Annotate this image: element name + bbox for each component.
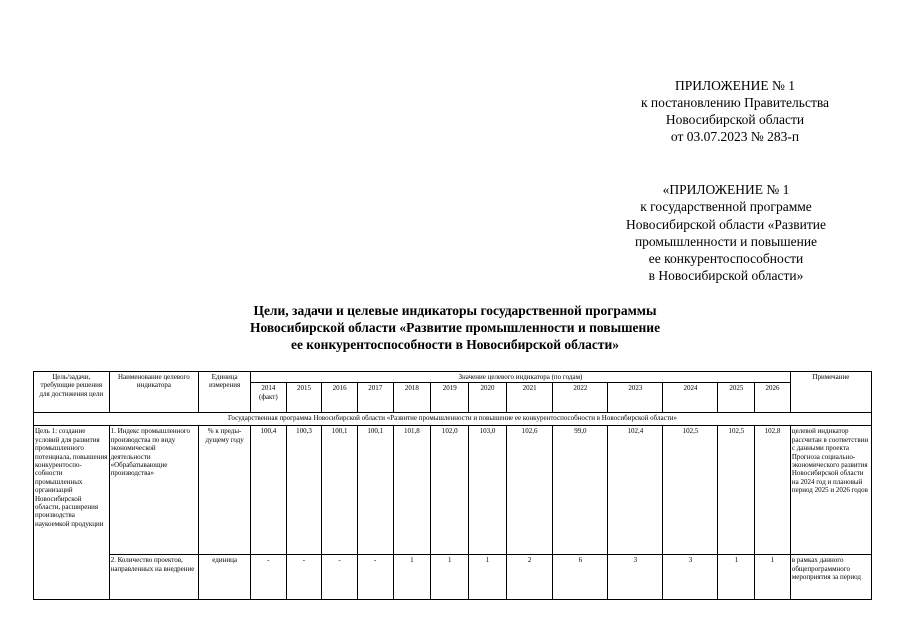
appendix1-line1: ПРИЛОЖЕНИЕ № 1	[674, 78, 796, 93]
indicators-table	[33, 371, 872, 600]
goal-1: Цель 1: создание условий для развития промышленного потенциала, повышения конкурентоспо-собности промышленных организаций Новосибирской области, расширения производства наукоемкой продукции	[34, 426, 110, 600]
value-cell: 1	[718, 555, 755, 600]
header-note: Примечание	[790, 372, 871, 413]
value-cell: 100,3	[286, 426, 322, 555]
year-cell: 2017	[357, 383, 393, 413]
appendix2-line1: «ПРИЛОЖЕНИЕ № 1	[662, 182, 790, 197]
appendix1-line3: Новосибирской области	[665, 112, 805, 127]
appendix2-line2: к государственной программе	[640, 199, 812, 215]
appendix-resolution-header	[600, 77, 870, 145]
year-cell: 2018	[393, 383, 431, 413]
indicator-note: в рамках данного общепрограммного мероприятия за период	[790, 555, 871, 600]
indicator-name: 2. Количество проектов, направленных на внедрение	[109, 555, 199, 600]
value-cell: -	[357, 555, 393, 600]
value-cell: 102,5	[718, 426, 755, 555]
header-indicator: Наименование целевого индикатора	[109, 372, 199, 413]
appendix2-line5: ее конкурентоспособности	[648, 251, 804, 267]
title-line3: ее конкурентоспособности в Новосибирской области»	[290, 337, 620, 352]
year-cell: 2025	[718, 383, 755, 413]
value-cell: 1	[469, 555, 507, 600]
indicator-unit: единица	[199, 555, 251, 600]
program-name: Государственная программа Новосибирской области «Развитие промышленности и повышение ее конкурентоспособности в Новосибирской области»	[34, 413, 872, 426]
header-row	[34, 372, 872, 383]
value-cell: -	[322, 555, 358, 600]
value-cell: 100,1	[357, 426, 393, 555]
value-cell: 102,5	[663, 426, 718, 555]
year-cell: 2020	[469, 383, 507, 413]
year-cell: 2022	[553, 383, 608, 413]
indicator-name: 1. Индекс промышленного производства по виду экономической деятельности «Обрабатывающие производства»	[109, 426, 199, 555]
value-cell: 102,8	[755, 426, 791, 555]
value-cell: 6	[553, 555, 608, 600]
year-cell: 2014 (факт)	[251, 383, 287, 413]
value-cell: -	[251, 555, 287, 600]
document-title	[175, 302, 735, 353]
value-cell: 102,4	[608, 426, 663, 555]
value-cell: 1	[393, 555, 431, 600]
year-cell: 2024	[663, 383, 718, 413]
value-cell: 2	[506, 555, 552, 600]
appendix2-line6: в Новосибирской области»	[648, 268, 804, 284]
year-cell: 2015	[286, 383, 322, 413]
value-cell: -	[286, 555, 322, 600]
indicator-unit: % к преды-дущему году	[199, 426, 251, 555]
value-cell: 3	[663, 555, 718, 600]
header-goal: Цель/задачи, требующие решения для достижения цели	[34, 372, 110, 413]
year-cell: 2021	[506, 383, 552, 413]
appendix-program-header	[596, 181, 856, 285]
value-cell: 102,0	[431, 426, 469, 555]
year-cell: 2023	[608, 383, 663, 413]
value-cell: 101,8	[393, 426, 431, 555]
table-row	[34, 555, 872, 600]
value-cell: 102,6	[506, 426, 552, 555]
value-cell: 100,1	[322, 426, 358, 555]
header-unit: Единица измерения	[199, 372, 251, 413]
year-cell: 2026	[755, 383, 791, 413]
year-cell: 2019	[431, 383, 469, 413]
year-cell: 2016	[322, 383, 358, 413]
value-cell: 1	[431, 555, 469, 600]
value-cell: 100,4	[251, 426, 287, 555]
value-cell: 103,0	[469, 426, 507, 555]
indicator-note: целевой индикатор рассчитан в соответствии с данными проекта Прогноза социально-экономического развития Новосибирской области на 2024 год и плановый период 2025 и 2026 годов	[790, 426, 871, 555]
header-values: Значение целевого индикатора (по годам)	[251, 372, 791, 383]
program-row	[34, 413, 872, 426]
value-cell: 99,0	[553, 426, 608, 555]
appendix2-line4: промышленности и повышение	[634, 233, 818, 249]
appendix2-line3: Новосибирской области «Развитие	[626, 216, 826, 232]
table-row	[34, 426, 872, 555]
appendix1-line2: к постановлению Правительства	[640, 95, 830, 110]
title-line2: Новосибирской области «Развитие промышленности и повышение	[249, 320, 661, 335]
value-cell: 1	[755, 555, 791, 600]
title-line1: Цели, задачи и целевые индикаторы государственной программы	[253, 303, 657, 318]
appendix1-line4: от 03.07.2023 № 283-п	[670, 129, 800, 144]
value-cell: 3	[608, 555, 663, 600]
